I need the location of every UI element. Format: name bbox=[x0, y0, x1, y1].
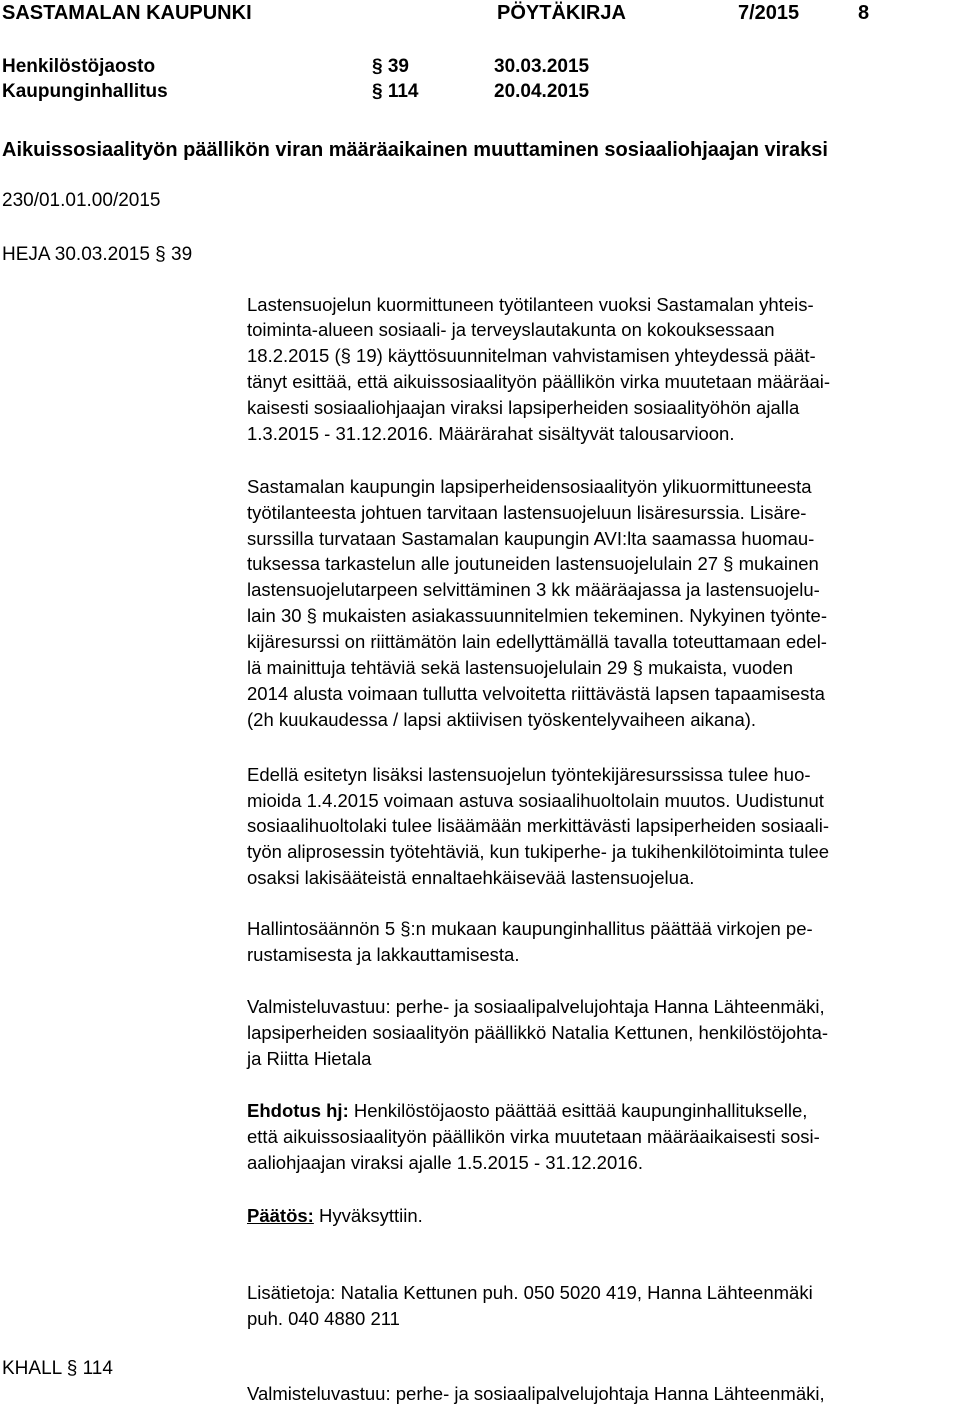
paragraph-line: lastensuojelutarpeen selvittäminen 3 kk määräajassa ja lastensuojelu- bbox=[247, 579, 820, 600]
proposal-text: Henkilöstöjaosto päättää esittää kaupunginhallitukselle, bbox=[348, 1100, 808, 1121]
municipality-name: SASTAMALAN KAUPUNKI bbox=[2, 2, 252, 24]
paragraph-line: tänyt esittää, että aikuissosiaalityön päällikön virka muutetaan määräai- bbox=[247, 371, 831, 392]
document-type: PÖYTÄKIRJA bbox=[497, 2, 626, 24]
meeting-date: 30.03.2015 bbox=[494, 56, 590, 77]
meeting-date: 20.04.2015 bbox=[494, 81, 590, 102]
paragraph-line: työtilanteesta johtuen tarvitaan lastensuojeluun lisäresurssia. Lisäre- bbox=[247, 502, 807, 523]
paragraph-line: sosiaalihuoltolaki tulee lisäämään merkittävästi lapsiperheiden sosiaali- bbox=[247, 815, 830, 836]
paragraph-line: (2h kuukaudessa / lapsi aktiivisen työskentelyvaiheen aikana). bbox=[247, 709, 757, 730]
info-line: Lisätietoja: Natalia Kettunen puh. 050 5020 419, Hanna Lähteenmäki bbox=[247, 1282, 813, 1303]
paragraph-line: kijäresurssi on riittämätön lain edellyttämällä tavalla toteuttamaan edel- bbox=[247, 631, 827, 652]
paragraph-line: Lastensuojelun kuormittuneen työtilanteen vuoksi Sastamalan yhteis- bbox=[247, 294, 814, 315]
final-line: Valmisteluvastuu: perhe- ja sosiaalipalvelujohtaja Hanna Lähteenmäki, bbox=[247, 1383, 825, 1404]
paragraph-line: rustamisesta ja lakkauttamisesta. bbox=[247, 944, 520, 965]
paragraph-line: tuksessa tarkastelun alle joutuneiden lastensuojelulain 27 § mukainen bbox=[247, 553, 819, 574]
proposal-line bbox=[247, 1100, 807, 1122]
paragraph-line: surssilla turvataan Sastamalan kaupungin AVI:lta saamassa huomau- bbox=[247, 528, 815, 549]
paragraph-line: Hallintosäännön 5 §:n mukaan kaupunginhallitus päättää virkojen pe- bbox=[247, 918, 813, 939]
khall-reference: KHALL § 114 bbox=[2, 1358, 113, 1379]
paragraph-line: kaisesti sosiaaliohjaajan viraksi lapsiperheiden sosiaalityöhön ajalla bbox=[247, 397, 800, 418]
paragraph-line: ja Riitta Hietala bbox=[247, 1048, 372, 1069]
paragraph-line: mioida 1.4.2015 voimaan astuva sosiaalihuoltolain muutos. Uudistunut bbox=[247, 790, 824, 811]
document-number: 7/2015 bbox=[738, 2, 800, 24]
record-number: 230/01.01.00/2015 bbox=[2, 190, 161, 211]
decision-text: Hyväksyttiin. bbox=[313, 1205, 423, 1226]
paragraph-line: osaksi lakisääteistä ennaltaehkäisevää lastensuojelua. bbox=[247, 867, 695, 888]
proposal-line: aaliohjaajan viraksi ajalle 1.5.2015 - 31.12.2016. bbox=[247, 1152, 643, 1173]
paragraph-line: lapsiperheiden sosiaalityön päällikkö Natalia Kettunen, henkilöstöjohta- bbox=[247, 1022, 829, 1043]
paragraph-line: 18.2.2015 (§ 19) käyttösuunnitelman vahvistamisen yhteydessä päät- bbox=[247, 345, 816, 366]
proposal-line: että aikuissosiaalityön päällikön virka muutetaan määräaikaisesti sosi- bbox=[247, 1126, 820, 1147]
page-number: 8 bbox=[858, 2, 870, 24]
paragraph-line: lain 30 § mukaisten asiakassuunnitelmien tekeminen. Nykyinen työnte- bbox=[247, 605, 827, 626]
agenda-title: Aikuissosiaalityön päällikön viran määräaikainen muuttaminen sosiaaliohjaajan viraksi bbox=[2, 139, 828, 161]
paragraph-line: Valmisteluvastuu: perhe- ja sosiaalipalvelujohtaja Hanna Lähteenmäki, bbox=[247, 996, 825, 1017]
meeting-body: Henkilöstöjaosto bbox=[2, 56, 156, 77]
meeting-section: § 39 bbox=[372, 56, 409, 77]
paragraph-line: Edellä esitetyn lisäksi lastensuojelun työntekijäresurssissa tulee huo- bbox=[247, 764, 811, 785]
paragraph-line: työn aliprosessin työtehtäviä, kun tukiperhe- ja tukihenkilötoiminta tulee bbox=[247, 841, 830, 862]
paragraph-line: lä mainittuja tehtäviä sekä lastensuojelulain 29 § mukaista, vuoden bbox=[247, 657, 794, 678]
decision-label: Päätös: bbox=[247, 1205, 314, 1226]
meeting-section: § 114 bbox=[372, 81, 419, 102]
info-line: puh. 040 4880 211 bbox=[247, 1308, 400, 1329]
paragraph-line: Sastamalan kaupungin lapsiperheidensosiaalityön ylikuormittuneesta bbox=[247, 476, 812, 497]
paragraph-line: 1.3.2015 - 31.12.2016. Määrärahat sisältyvät talousarvioon. bbox=[247, 423, 735, 444]
paragraph-line: 2014 alusta voimaan tullutta velvoitetta riittävästä lapsen tapaamisesta bbox=[247, 683, 825, 704]
paragraph-line: toiminta-alueen sosiaali- ja terveyslautakunta on kokouksessaan bbox=[247, 319, 775, 340]
meeting-body: Kaupunginhallitus bbox=[2, 81, 168, 102]
hearing-reference: HEJA 30.03.2015 § 39 bbox=[2, 244, 193, 265]
decision-line bbox=[247, 1205, 423, 1227]
proposal-label: Ehdotus hj: bbox=[247, 1100, 349, 1121]
